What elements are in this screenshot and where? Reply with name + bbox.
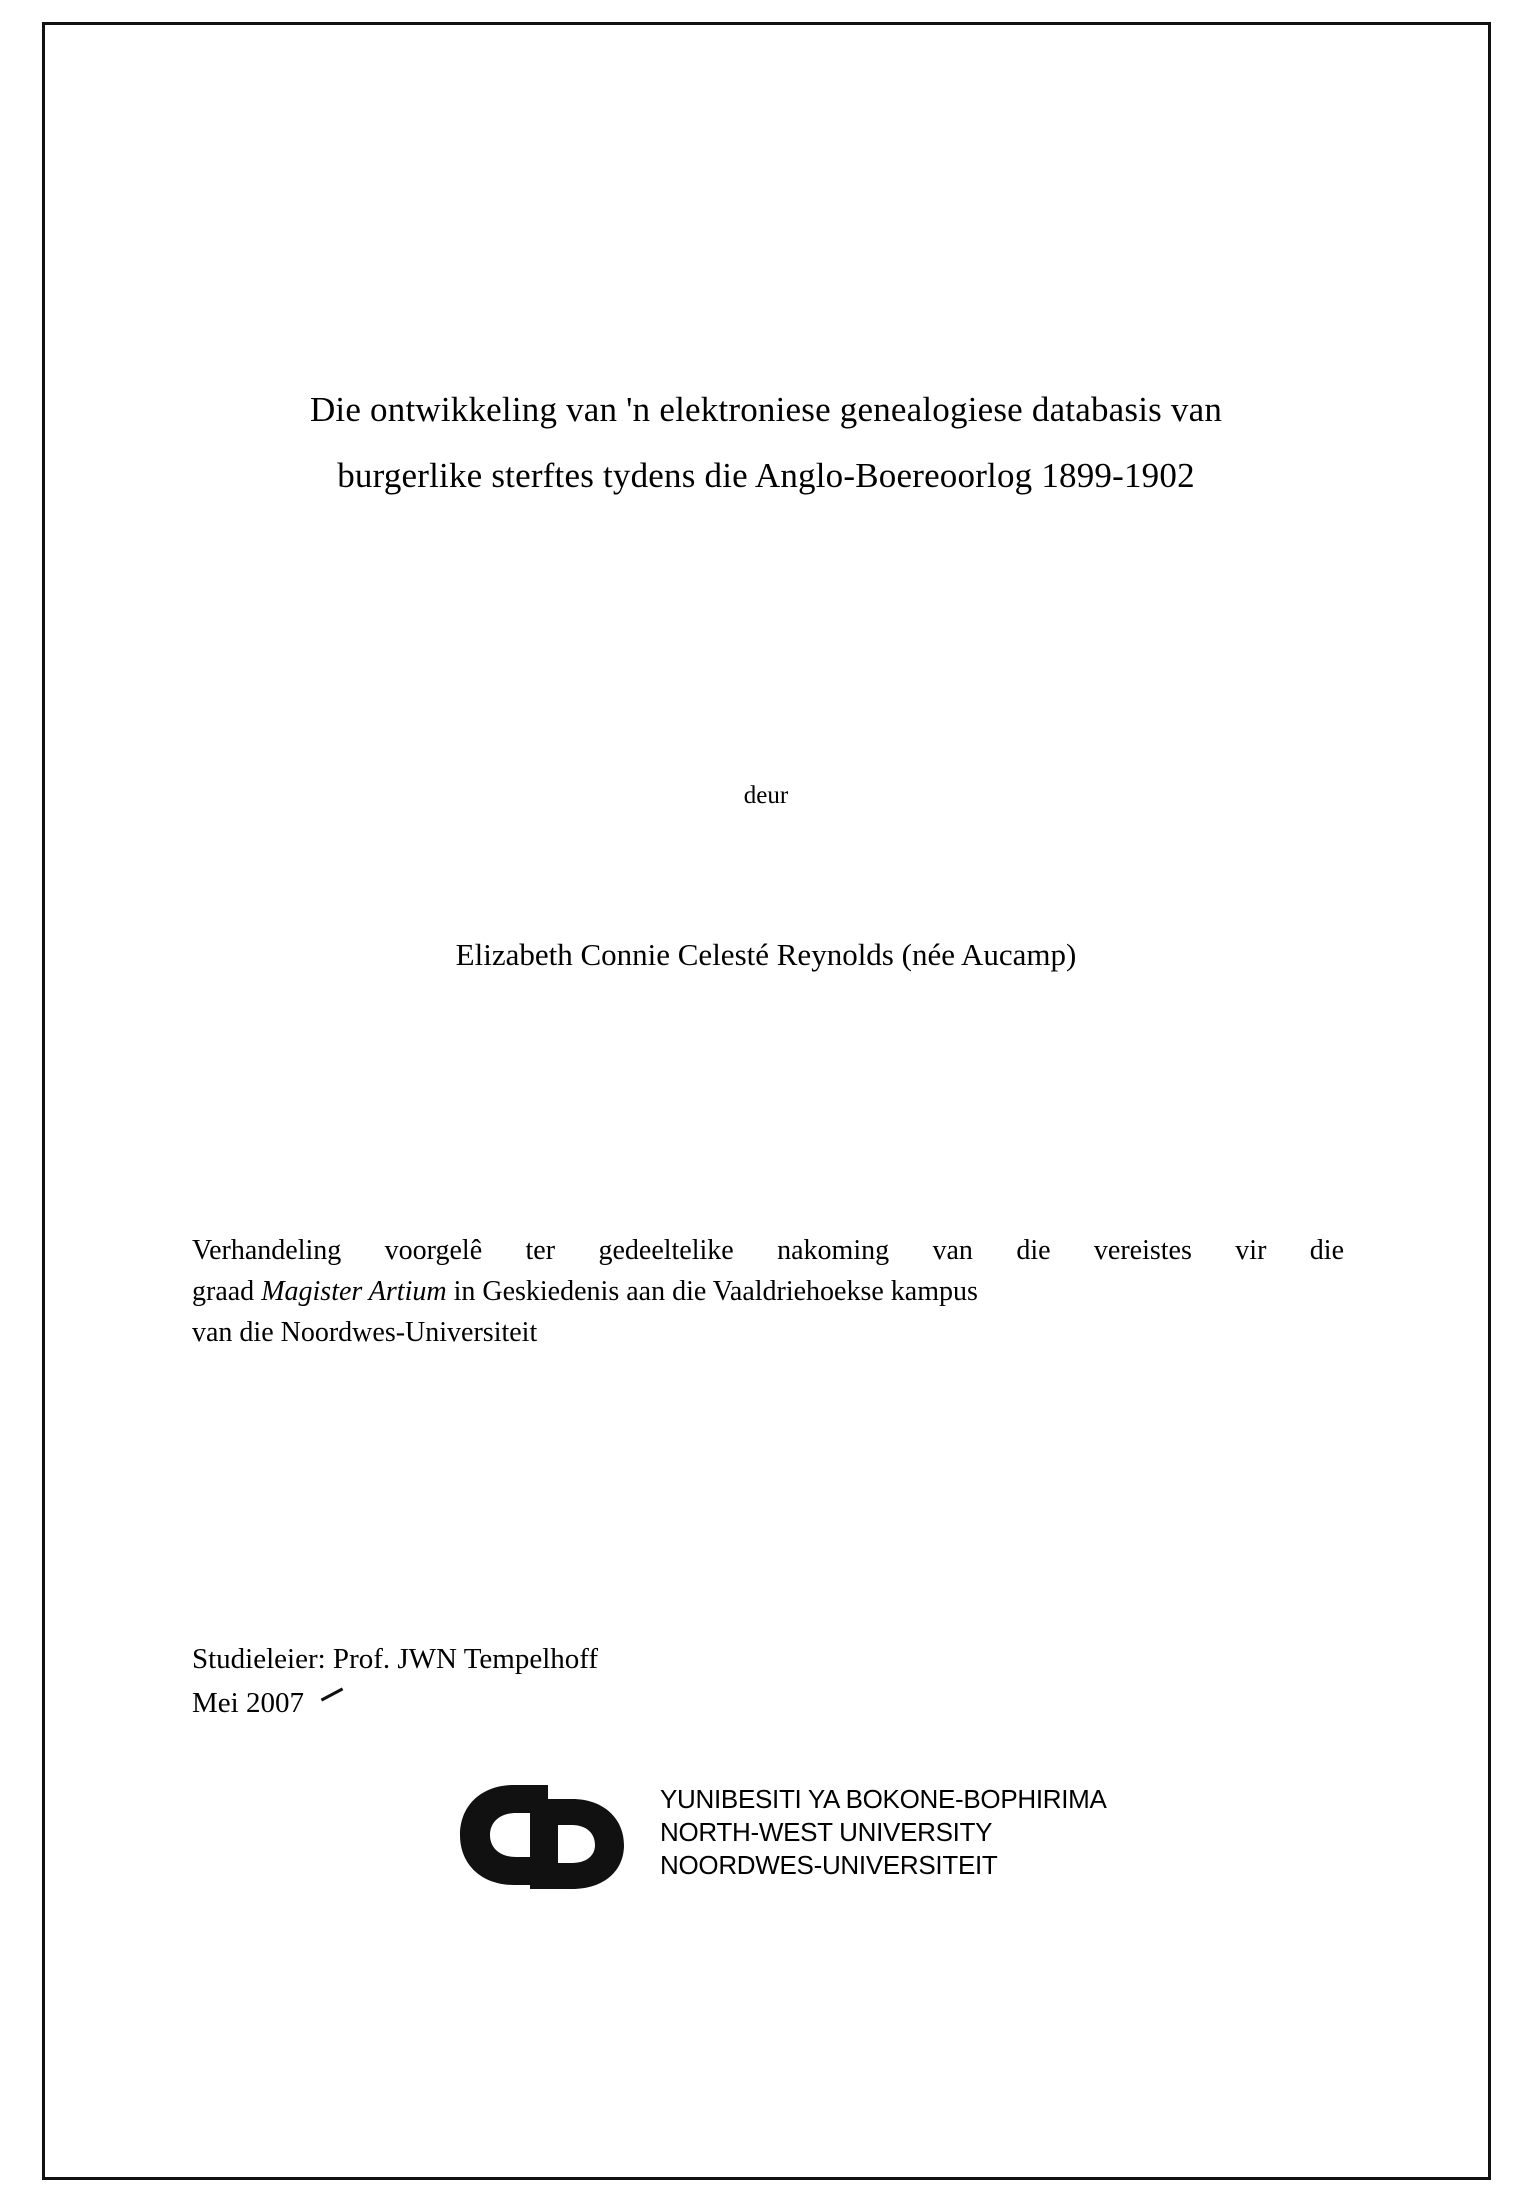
university-logo-block xyxy=(452,1777,1107,1897)
logo-text-line-3: NOORDWES-UNIVERSITEIT xyxy=(660,1850,998,1880)
degree-statement-line-1: Verhandeling voorgelê ter gedeeltelike nakoming van die vereistes vir die xyxy=(192,1235,1344,1266)
supervisor-line: Studieleier: Prof. JWN Tempelhoff xyxy=(192,1643,599,1675)
degree-statement-line-3: van die Noordwes-Universiteit xyxy=(192,1317,538,1348)
author-name: Elizabeth Connie Celesté Reynolds (née Aucamp) xyxy=(455,937,1077,972)
supervisor-block xyxy=(192,1637,1092,1725)
degree-name-italic: Magister Artium xyxy=(261,1276,447,1307)
date-line xyxy=(192,1681,1092,1725)
degree-statement-line-2-after: in Geskiedenis aan die Vaaldriehoekse kampus xyxy=(446,1276,978,1307)
north-west-university-logo-icon xyxy=(452,1781,652,1889)
by-label: deur xyxy=(743,782,789,809)
university-logo-text xyxy=(660,1783,1107,1882)
title-line-1: Die ontwikkeling van 'n elektroniese genealogiese databasis van xyxy=(309,390,1223,429)
degree-statement-line-2 xyxy=(192,1271,1344,1312)
thesis-title xyxy=(186,377,1346,509)
logo-text-line-2: NORTH-WEST UNIVERSITY xyxy=(660,1817,993,1847)
title-line-2: burgerlike sterftes tydens die Anglo-Boereoorlog 1899-1902 xyxy=(337,456,1195,495)
date-text: Mei 2007 xyxy=(192,1687,304,1719)
logo-text-line-1: YUNIBESITI YA BOKONE-BOPHIRIMA xyxy=(660,1784,1107,1814)
degree-statement-line-2-before: graad xyxy=(192,1276,262,1307)
pen-mark xyxy=(321,1688,344,1702)
degree-statement xyxy=(192,1230,1344,1353)
title-page-content xyxy=(186,22,1346,2180)
